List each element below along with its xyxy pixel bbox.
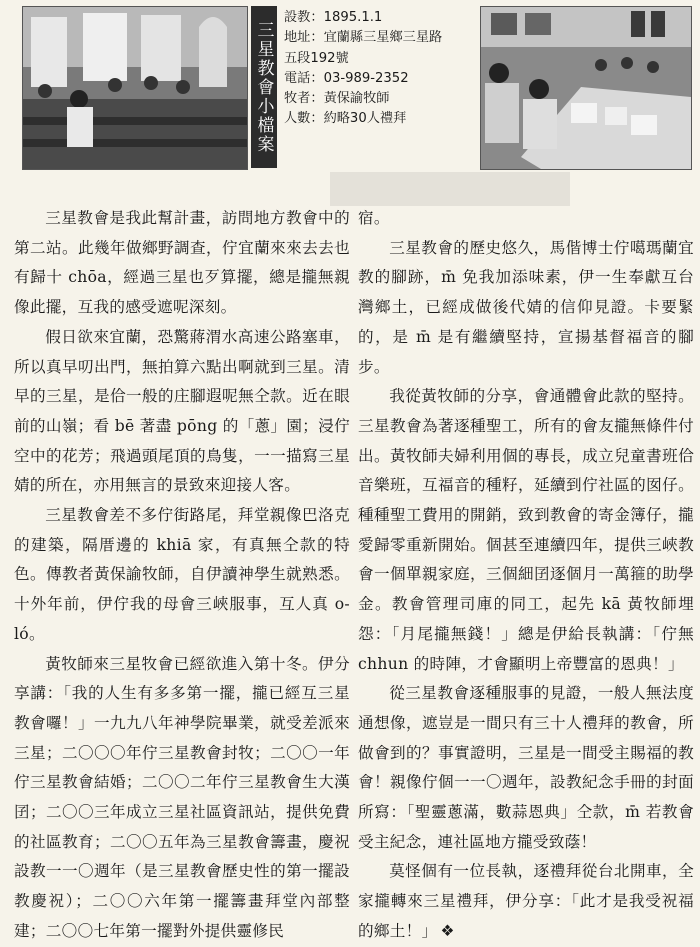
end-mark-icon: ❖ — [440, 921, 455, 940]
article-paragraph: 黃牧師來三星牧會已經欲進入第十冬。伊分享講：「我的人生有多多第一擺，攏已經互三星教會囉！」一九九八年神學院畢業，就受差派來三星；二〇〇〇年佇三星教會封牧；二〇〇一年佇三星教會結婚；二〇〇二年佇三星教會生大漢囝；二〇〇三年成立三星社區資訊站，提供免費的社區教育；二〇〇五年為三星教會籌畫，慶祝設教一一〇週年（是三星教會歷史性的第一擺設教慶祝）；二〇〇六年第一擺籌畫拜堂內部整建；二〇〇七年第一擺對外提供靈修民 — [14, 654, 350, 940]
article-paragraph: 三星教會是我此幫計畫，訪問地方教會中的第二站。此幾年做鄉野調查，佇宜蘭來來去去也有歸十 chōa，經過三星也歹算擺，總是攏無親像此擺，互我的感受遮呢深刻。 — [14, 209, 350, 317]
fact-address: 地址：宜蘭縣三星鄉三星路 — [284, 30, 443, 46]
article-paragraph: 假日欲來宜蘭，恐驚蔣渭水高速公路塞車，所以真早叨出門，無拍算六點出啊就到三星。清早的三星，是佮一般的庄腳遐呢無仝款。近在眼前的山嶺；看 bē 著盡 pōng 的「蔥」園；浸佇空中的花芳；飛過頭尾頂的鳥隻，一一描寫三星婧的所在，亦用無言的景致來迎接人客。 — [14, 327, 350, 495]
article-paragraph: 我從黃牧師的分享，會通體會此款的堅持。三星教會為著逐種聖工，所有的會友攏無條件付出。黃牧師夫婦利用個的專長，成立兒童書班佮音樂班，互福音的種籽，延續到佇社區的囡仔。種種聖工費用的開銷，致到教會的寄金簿仔，攏愛歸零重新開始。個甚至連續四年，提供三峽教會一個單親家庭，三個細囝逐個月一萬箍的助學金。教會管理司庫的同工，起先 kā 黃牧師埋怨：「月尾攏無錢！」總是伊給長執講：「佇無 chhun 的時陣，才會顯明上帝豐富的恩典！」 — [358, 387, 694, 673]
article-paragraph: 三星教會差不多佇街路尾，拜堂親像巴洛克的建築，隔厝邊的 khiā 家，有真無仝款的特色。傳教者黃保諭牧師，自伊讀神學生就熟悉。十外年前，伊佇我的母會三峽服事，互人真 o-ló。 — [14, 506, 350, 643]
classroom-photo — [480, 6, 692, 170]
article-column-left — [14, 204, 350, 947]
factbox-title: 三星教會小檔案 — [251, 6, 277, 168]
article-paragraph: 從三星教會逐種服事的見證，一般人無法度通想像，遮豈是一間只有三十人禮拜的教會，所做會到的？事實證明，三星是一間受主賜福的教會！親像佇個一一〇週年，設教紀念手冊的封面所寫：「聖靈蔥滿，數蒜恩典」仝款，m̄ 若教會受主紀念，連社區地方攏受致蔭！ — [358, 684, 694, 851]
article-column-right — [358, 204, 694, 947]
fact-pastor: 牧者：黃保諭牧師 — [284, 91, 390, 107]
article-paragraph-final: 莫怪個有一位長執，逐禮拜從台北開車，全家攏轉來三星禮拜，伊分享：「此才是我受祝福的鄉土！」 ❖ — [358, 862, 694, 940]
article-paragraph-continued: 宿。 — [358, 209, 390, 227]
church-interior-photo — [22, 6, 248, 170]
fact-founded: 設教：1895.1.1 — [284, 10, 383, 25]
fact-phone: 電話：03-989-2352 — [284, 70, 409, 86]
fact-address-cont: 五段192號 — [284, 50, 349, 66]
article-paragraph: 三星教會的歷史悠久，馬偕博士佇噶瑪蘭宜教的腳跡，m̄ 免我加添味素，伊一生奉獻互台灣鄉土，已經成做後代婧的信仰見證。卡要緊的，是 m̄ 是有繼續堅持，宣揚基督福音的腳步。 — [358, 238, 694, 376]
fact-attendance: 人數：約略30人禮拜 — [284, 111, 407, 127]
church-factbox — [284, 8, 476, 130]
